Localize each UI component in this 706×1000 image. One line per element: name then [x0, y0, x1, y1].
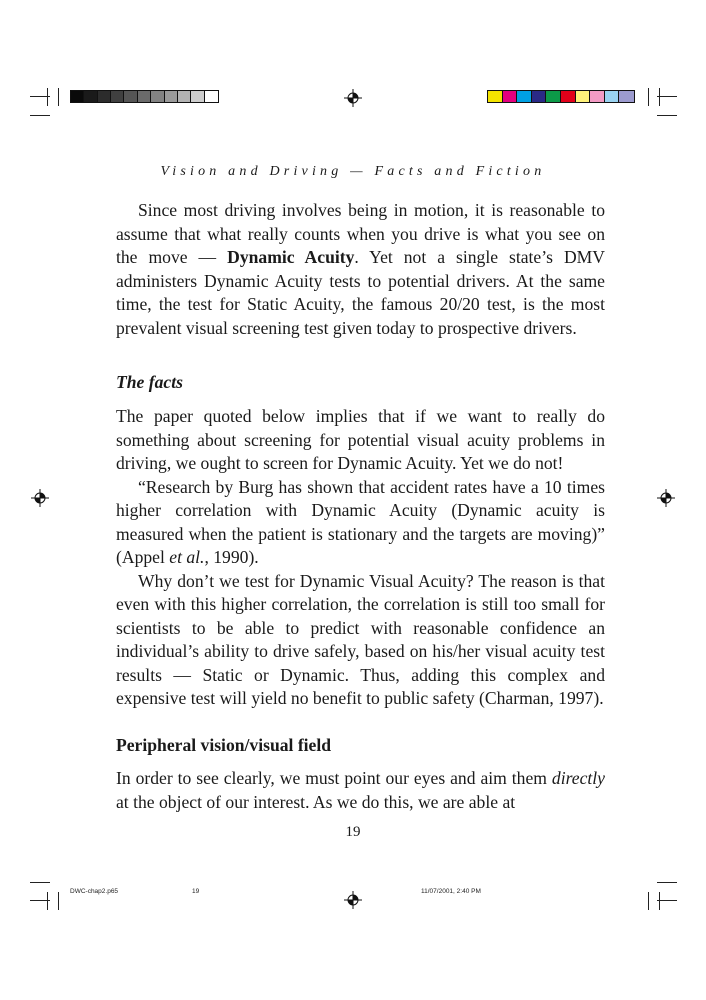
gray-swatch [165, 91, 178, 102]
crop-mark [657, 96, 677, 97]
crop-mark [58, 88, 59, 106]
crop-mark [30, 115, 50, 116]
color-swatch [532, 91, 547, 102]
color-swatch [517, 91, 532, 102]
crop-mark [657, 115, 677, 116]
slug-page: 19 [192, 888, 200, 895]
gray-swatch [71, 91, 84, 102]
section2-body [116, 767, 605, 814]
crop-mark [47, 892, 48, 910]
intro-text: Since most driving involves being in motion, it is reasonable to assume that what really counts when you drive is what you see on the move — Dynamic Acuity. Yet not a single state’s DMV administers Dynamic Acuity tests to potential drivers. At the same time, the test for Static Acuity, the famous 20/20 test, is the most prevalent visual screening test given today to prospective drivers. [116, 200, 605, 338]
crop-mark [648, 88, 649, 106]
peripheral-paragraph: In order to see clearly, we must point our eyes and aim them directly at the object of our interest. As we do this, we are able at [116, 768, 605, 812]
facts-paragraph-1: The paper quoted below implies that if we want to really do something about screening for potential visual acuity problems in driving, we ought to screen for Dynamic Acuity. Yet we do not! [116, 406, 605, 473]
crop-mark [659, 892, 660, 910]
crop-mark [47, 88, 48, 106]
section-heading-peripheral-vision: Peripheral vision/visual field [116, 735, 332, 755]
registration-mark-icon [31, 489, 49, 507]
crop-mark [657, 882, 677, 883]
crop-mark [659, 88, 660, 106]
gray-swatch [138, 91, 151, 102]
color-calibration-bar [487, 90, 635, 103]
color-swatch [561, 91, 576, 102]
section1-body [116, 405, 605, 711]
color-swatch [605, 91, 620, 102]
gray-swatch [84, 91, 97, 102]
facts-paragraph-2: “Research by Burg has shown that accident rates have a 10 times higher correlation with Dynamic Acuity (Dynamic acuity is measured when the patient is stationary and the targets are moving)” (Appel et al., 1990). [116, 476, 605, 567]
section-heading-the-facts: The facts [116, 372, 183, 392]
color-swatch [488, 91, 503, 102]
intro-paragraph [116, 199, 605, 340]
color-swatch [503, 91, 518, 102]
slug-filename: DWC-chap2.p65 [70, 888, 119, 895]
color-swatch [546, 91, 561, 102]
registration-mark-icon [344, 891, 362, 909]
color-swatch [590, 91, 605, 102]
gray-swatch [178, 91, 191, 102]
color-swatch [576, 91, 591, 102]
gray-swatch [111, 91, 124, 102]
gray-swatch [124, 91, 137, 102]
crop-mark [30, 900, 50, 901]
gray-swatch [151, 91, 164, 102]
crop-mark [657, 900, 677, 901]
gray-swatch [191, 91, 204, 102]
gray-swatch [205, 91, 218, 102]
registration-mark-icon [657, 489, 675, 507]
crop-mark [648, 892, 649, 910]
running-head: Vision and Driving — Facts and Fiction [160, 164, 546, 179]
facts-paragraph-3: Why don’t we test for Dynamic Visual Acuity? The reason is that even with this higher correlation, the correlation is still too small for scientists to be able to predict with reasonable confidence an individual’s ability to drive safely, based on his/her visual acuity test results — Static or Dynamic. Thus, adding this complex and expensive test will yield no benefit to public safety (Charman, 1997). [116, 570, 605, 708]
grayscale-calibration-bar [70, 90, 219, 103]
color-swatch [619, 91, 634, 102]
crop-mark [30, 882, 50, 883]
slug-datetime: 11/07/2001, 2:40 PM [421, 888, 481, 895]
page-number: 19 [345, 824, 361, 840]
crop-mark [58, 892, 59, 910]
gray-swatch [98, 91, 111, 102]
dynamic-acuity-term: Dynamic Acuity [227, 247, 355, 267]
registration-mark-icon [344, 89, 362, 107]
